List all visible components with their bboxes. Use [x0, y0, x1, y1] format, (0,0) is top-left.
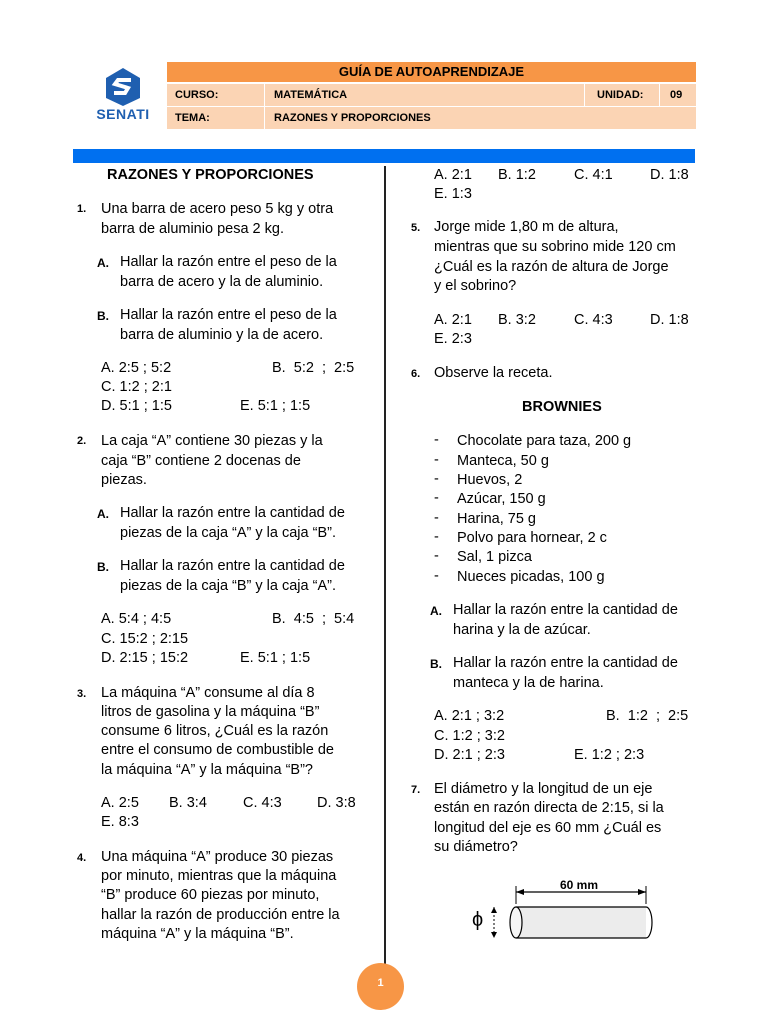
q7-number: 7. — [411, 784, 421, 796]
q4-option-c: C. 4:1 — [574, 167, 613, 183]
q2-option-b: B. 4:5 ; 5:4 — [272, 611, 355, 627]
q3-text-line3: consume 6 litros, ¿Cuál es la razón — [101, 723, 329, 739]
q2-number: 2. — [77, 435, 87, 447]
q1-option-c: C. 1:2 ; 2:1 — [101, 379, 172, 395]
q5-option-a: A. 2:1 — [434, 312, 472, 328]
header-divider-bar — [73, 149, 695, 163]
senati-logo-icon — [88, 66, 158, 106]
senati-logo — [88, 66, 158, 128]
q2-option-a: A. 5:4 ; 4:5 — [101, 611, 172, 627]
q1-a-line1: Hallar la razón entre el peso de la — [120, 254, 337, 270]
q1-b-label: B. — [97, 309, 109, 323]
q7-text-line2: están en razón directa de 2:15, si la — [434, 800, 664, 816]
q5-text-line4: y el sobrino? — [434, 278, 517, 294]
unidad-value: 09 — [670, 89, 683, 101]
q3-text-line4: entre el consumo de combustible de — [101, 742, 334, 758]
q1-a-label: A. — [97, 256, 109, 270]
q7-text-line4: su diámetro? — [434, 839, 518, 855]
q2-a-label: A. — [97, 507, 109, 521]
q2-option-e: E. 5:1 ; 1:5 — [240, 650, 311, 666]
q6-option-c: C. 1:2 ; 3:2 — [434, 728, 505, 744]
q5-option-b: B. 3:2 — [498, 312, 536, 328]
q4-text-line3: “B” produce 60 piezas por minuto, — [101, 887, 320, 903]
q6-b-label: B. — [430, 657, 442, 671]
q6-b-line1: Hallar la razón entre la cantidad de — [453, 655, 678, 671]
tema-row — [167, 107, 696, 129]
q6-b-line2: manteca y la de harina. — [453, 675, 604, 691]
q1-option-d: D. 5:1 ; 1:5 — [101, 398, 172, 414]
q2-text-line3: piezas. — [101, 472, 147, 488]
ingredient-item: Azúcar, 150 g — [457, 491, 546, 507]
q1-option-b: B. 5:2 ; 2:5 — [272, 360, 355, 376]
q4-number: 4. — [77, 852, 87, 864]
ingredient-dash: - — [434, 490, 439, 506]
q5-option-e: E. 2:3 — [434, 331, 472, 347]
curso-label: CURSO: — [175, 89, 219, 101]
q2-b-line1: Hallar la razón entre la cantidad de — [120, 558, 345, 574]
q7-text-line3: longitud del eje es 60 mm ¿Cuál es — [434, 820, 662, 836]
section-title: RAZONES Y PROPORCIONES — [107, 167, 314, 183]
ingredient-dash: - — [434, 510, 439, 526]
ingredient-dash: - — [434, 548, 439, 564]
q5-text-line1: Jorge mide 1,80 m de altura, — [434, 219, 619, 235]
ingredient-item: Harina, 75 g — [457, 511, 536, 527]
q5-text-line2: mientras que su sobrino mide 120 cm — [434, 239, 676, 255]
ingredient-item: Huevos, 2 — [457, 472, 523, 488]
tema-label: TEMA: — [175, 112, 210, 124]
q6-option-d: D. 2:1 ; 2:3 — [434, 747, 505, 763]
ingredient-dash: - — [434, 529, 439, 545]
ingredient-dash: - — [434, 568, 439, 584]
q1-text-line1: Una barra de acero peso 5 kg y otra — [101, 201, 334, 217]
q1-b-line1: Hallar la razón entre el peso de la — [120, 307, 337, 323]
ingredient-item: Chocolate para taza, 200 g — [457, 433, 632, 449]
guide-header-table — [167, 62, 696, 130]
diameter-symbol: ϕ — [472, 909, 484, 931]
q2-text-line1: La caja “A” contiene 30 piezas y la — [101, 433, 323, 449]
q3-option-c: C. 4:3 — [243, 795, 282, 811]
ingredient-dash: - — [434, 471, 439, 487]
ingredient-dash: - — [434, 432, 439, 448]
q6-a-line2: harina y la de azúcar. — [453, 622, 591, 638]
q6-text: Observe la receta. — [434, 365, 553, 381]
q4-option-e: E. 1:3 — [434, 186, 472, 202]
q2-a-line1: Hallar la razón entre la cantidad de — [120, 505, 345, 521]
q2-b-line2: piezas de la caja “B” y la caja “A”. — [120, 578, 336, 594]
q1-option-a: A. 2:5 ; 5:2 — [101, 360, 172, 376]
q5-text-line3: ¿Cuál es la razón de altura de Jorge — [434, 259, 669, 275]
q5-number: 5. — [411, 222, 421, 234]
q4-option-d: D. 1:8 — [650, 167, 689, 183]
q6-a-label: A. — [430, 604, 442, 618]
ingredient-item: Sal, 1 pizca — [457, 549, 532, 565]
q7-text-line1: El diámetro y la longitud de un eje — [434, 781, 653, 797]
q4-option-b: B. 1:2 — [498, 167, 536, 183]
ingredient-dash: - — [434, 452, 439, 468]
q5-option-d: D. 1:8 — [650, 312, 689, 328]
q2-text-line2: caja “B” contiene 2 docenas de — [101, 453, 301, 469]
logo-text: SENATI — [96, 106, 150, 122]
q3-option-e: E. 8:3 — [101, 814, 139, 830]
column-divider — [384, 166, 386, 966]
q1-text-line2: barra de aluminio pesa 2 kg. — [101, 221, 284, 237]
q2-option-d: D. 2:15 ; 15:2 — [101, 650, 189, 666]
q4-text-line5: máquina “A” y la máquina “B”. — [101, 926, 294, 942]
q6-option-e: E. 1:2 ; 2:3 — [574, 747, 645, 763]
curso-row — [167, 84, 696, 106]
q1-number: 1. — [77, 203, 87, 215]
recipe-title: BROWNIES — [522, 399, 602, 415]
curso-value: MATEMÁTICA — [274, 89, 348, 101]
ingredient-item: Nueces picadas, 100 g — [457, 569, 605, 585]
q3-text-line2: litros de gasolina y la máquina “B” — [101, 704, 320, 720]
ingredient-item: Manteca, 50 g — [457, 453, 549, 469]
q3-text-line5: la máquina “A” y la máquina “B”? — [101, 762, 313, 778]
q4-option-a: A. 2:1 — [434, 167, 472, 183]
q3-option-d: D. 3:8 — [317, 795, 356, 811]
shaft-figure — [470, 872, 670, 952]
q6-option-a: A. 2:1 ; 3:2 — [434, 708, 505, 724]
unidad-label: UNIDAD: — [597, 89, 644, 101]
q4-text-line2: por minuto, mientras que la máquina — [101, 868, 337, 884]
q3-option-b: B. 3:4 — [169, 795, 207, 811]
q5-option-c: C. 4:3 — [574, 312, 613, 328]
q4-text-line4: hallar la razón de producción entre la — [101, 907, 340, 923]
shaft-length-label: 60 mm — [560, 878, 599, 892]
q1-option-e: E. 5:1 ; 1:5 — [240, 398, 311, 414]
ingredient-item: Polvo para hornear, 2 c — [457, 530, 607, 546]
q3-option-a: A. 2:5 — [101, 795, 139, 811]
q1-a-line2: barra de acero y la de aluminio. — [120, 274, 324, 290]
q4-text-line1: Una máquina “A” produce 30 piezas — [101, 849, 334, 865]
q6-option-b: B. 1:2 ; 2:5 — [606, 708, 689, 724]
q2-option-c: C. 15:2 ; 2:15 — [101, 631, 189, 647]
q2-a-line2: piezas de la caja “A” y la caja “B”. — [120, 525, 336, 541]
tema-value: RAZONES Y PROPORCIONES — [274, 112, 431, 124]
q6-a-line1: Hallar la razón entre la cantidad de — [453, 602, 678, 618]
q3-number: 3. — [77, 688, 87, 700]
q3-text-line1: La máquina “A” consume al día 8 — [101, 685, 315, 701]
page-number: 1 — [357, 963, 404, 1010]
q1-b-line2: barra de aluminio y la de acero. — [120, 327, 324, 343]
q6-number: 6. — [411, 368, 421, 380]
q2-b-label: B. — [97, 560, 109, 574]
guide-title: GUÍA DE AUTOAPRENDIZAJE — [167, 62, 696, 82]
